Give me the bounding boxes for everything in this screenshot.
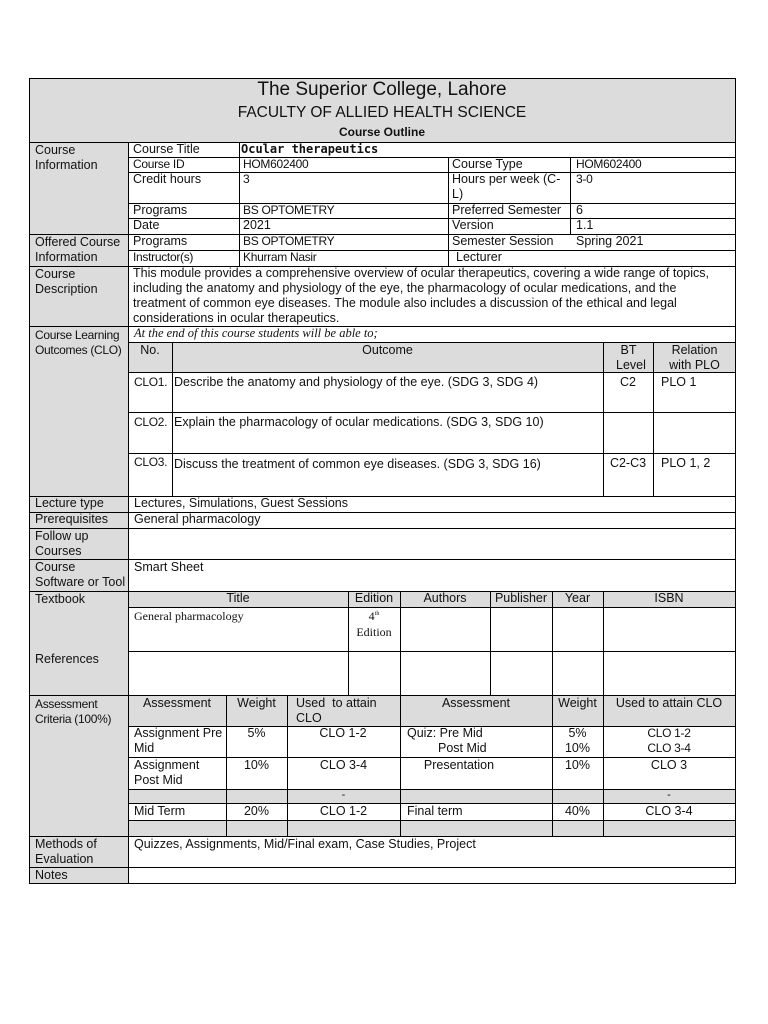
offered-course-label: Offered Course Information [35, 235, 121, 264]
clo-label: Course Learning Outcomes (CLO) [35, 328, 122, 357]
weight-header-right: Weight [558, 696, 597, 710]
presentation-weight: 10% [564, 758, 591, 772]
references-label: References [35, 652, 99, 666]
instructor-value: Khurram Nasir [243, 250, 317, 264]
textbook-header-title: Title [226, 591, 250, 605]
textbook-header-publisher: Publisher [494, 591, 548, 605]
mid-term-weight: 20% [243, 804, 270, 818]
course-type-value: HOM602400 [576, 157, 642, 171]
textbook-header-authors: Authors [423, 591, 467, 605]
version-value: 1.1 [576, 218, 594, 232]
assignment-post-mid: Assignment Post Mid [134, 758, 200, 787]
edition-suffix: th [374, 611, 380, 617]
course-software-label: Course Software or Tool [35, 560, 126, 589]
date-value: 2021 [243, 218, 271, 232]
quiz-pre-mid: Quiz: Pre Mid [407, 726, 483, 740]
final-term-clo: CLO 3-4 [645, 804, 693, 818]
credit-hours-label: Credit hours [133, 172, 202, 186]
course-id-label: Course ID [133, 157, 185, 171]
textbook-label: Textbook [35, 592, 86, 606]
course-description-label: Course Description [35, 267, 98, 296]
mid-term-clo: CLO 1-2 [319, 804, 368, 818]
clo3-plo: PLO 1, 2 [661, 456, 711, 470]
quiz-pre-mid-clo: CLO 1-2 [647, 726, 691, 740]
clo-header-no: No. [140, 343, 160, 357]
prerequisites-value: General pharmacology [134, 512, 261, 526]
assessment-header-right: Assessment [441, 696, 511, 710]
methods-of-evaluation-label: Methods of Evaluation [35, 837, 97, 866]
mid-term: Mid Term [134, 804, 186, 818]
weight-header-left: Weight [237, 696, 276, 710]
course-id-value: HOM602400 [243, 157, 309, 171]
course-information-label: Course Information [35, 143, 98, 172]
clo3-bt-level: C2-C3 [609, 456, 647, 470]
left-empty-clo: - [341, 789, 346, 801]
assignment-post-mid-clo: CLO 3-4 [319, 758, 368, 772]
course-software-value: Smart Sheet [134, 560, 204, 574]
notes-label: Notes [35, 868, 68, 882]
assignment-pre-mid: Assignment Pre Mid [134, 726, 223, 755]
assessment-header-left: Assessment [142, 696, 212, 710]
clo2-number: CLO2. [134, 415, 168, 429]
credit-hours-value: 3 [243, 172, 250, 186]
quiz-post-mid-weight: 10% [564, 741, 591, 755]
instructor-role: Lecturer [456, 250, 502, 264]
right-empty-clo: - [667, 789, 671, 801]
semester-session-value: Spring 2021 [576, 234, 644, 248]
clo1-bt-level: C2 [620, 375, 636, 389]
lecture-type-label: Lecture type [35, 496, 104, 510]
clo2-outcome: Explain the pharmacology of ocular medications. (SDG 3, SDG 10) [174, 415, 544, 429]
course-type-label: Course Type [452, 157, 523, 171]
final-term: Final term [407, 804, 463, 818]
instructor-label: Instructor(s) [133, 250, 194, 264]
version-label: Version [452, 218, 494, 232]
document-title: Course Outline [338, 125, 425, 139]
assignment-pre-mid-clo: CLO 1-2 [319, 726, 367, 740]
clo-header-plo: Relation with PLO [669, 343, 720, 372]
preferred-semester-value: 6 [576, 203, 583, 217]
clo3-outcome: Discuss the treatment of common eye diseases. (SDG 3, SDG 16) [174, 457, 541, 471]
textbook-header-edition: Edition [354, 591, 394, 605]
textbook-header-isbn: ISBN [654, 591, 684, 605]
clo-intro: At the end of this course students will be able to; [134, 326, 378, 340]
textbook-title: General pharmacology [134, 609, 244, 623]
quiz-post-mid: Post Mid [438, 741, 487, 755]
follow-up-label: Follow up Courses [35, 529, 89, 558]
hours-per-week-value: 3-0 [576, 172, 593, 186]
textbook-header-year: Year [564, 591, 591, 605]
preferred-semester-label: Preferred Semester [452, 203, 562, 217]
edition-word: Edition [356, 625, 392, 639]
offered-programs-label: Programs [133, 234, 188, 248]
final-term-weight: 40% [564, 804, 591, 818]
clo3-number: CLO3. [134, 455, 168, 469]
clo1-number: CLO1. [134, 375, 168, 389]
course-title-value: Ocular therapeutics [241, 142, 379, 156]
faculty-name: FACULTY OF ALLIED HEALTH SCIENCE [237, 104, 527, 121]
programs-value: BS OPTOMETRY [243, 203, 335, 217]
course-title-label: Course Title [133, 142, 200, 156]
clo-header-outcome: Outcome [362, 343, 413, 357]
presentation: Presentation [423, 758, 495, 772]
prerequisites-label: Prerequisites [35, 512, 108, 526]
assessment-bottom-row-background [128, 820, 735, 836]
assessment-criteria-label: Assessment Criteria (100%) [35, 697, 112, 726]
quiz-pre-mid-weight: 5% [568, 726, 587, 740]
semester-session-label: Semester Session [452, 234, 554, 248]
presentation-clo: CLO 3 [650, 758, 688, 772]
used-clo-header-left: Used to attain CLO [296, 696, 381, 725]
assignment-pre-mid-weight: 5% [247, 726, 266, 740]
clo1-plo: PLO 1 [661, 375, 697, 389]
textbook-edition [348, 607, 400, 639]
hours-per-week-label: Hours per week (C-L) [452, 172, 561, 201]
lecture-type-value: Lectures, Simulations, Guest Sessions [134, 496, 348, 510]
offered-programs-value: BS OPTOMETRY [243, 234, 335, 248]
methods-of-evaluation-value: Quizzes, Assignments, Mid/Final exam, Case Studies, Project [134, 837, 476, 851]
clo1-outcome: Describe the anatomy and physiology of the eye. (SDG 3, SDG 4) [174, 375, 539, 389]
course-description-text: This module provides a comprehensive overview of ocular therapeutics, covering a wide range of topics, including the anatomy and physiology of the eye, the pharmacology of ocular medications, and the treatment of common eye diseases. The module also includes a discussion of the ethical and legal considerations in ocular therapeutics. [133, 266, 709, 325]
used-clo-header-right: Used to attain CLO [615, 696, 723, 710]
quiz-post-mid-clo: CLO 3-4 [647, 741, 691, 755]
date-label: Date [133, 218, 160, 232]
college-name: The Superior College, Lahore [257, 79, 507, 100]
edition-number: 4 [368, 609, 375, 623]
assignment-post-mid-weight: 10% [243, 758, 270, 772]
programs-label: Programs [133, 203, 188, 217]
clo-header-bt-level: BT Level [616, 343, 646, 372]
